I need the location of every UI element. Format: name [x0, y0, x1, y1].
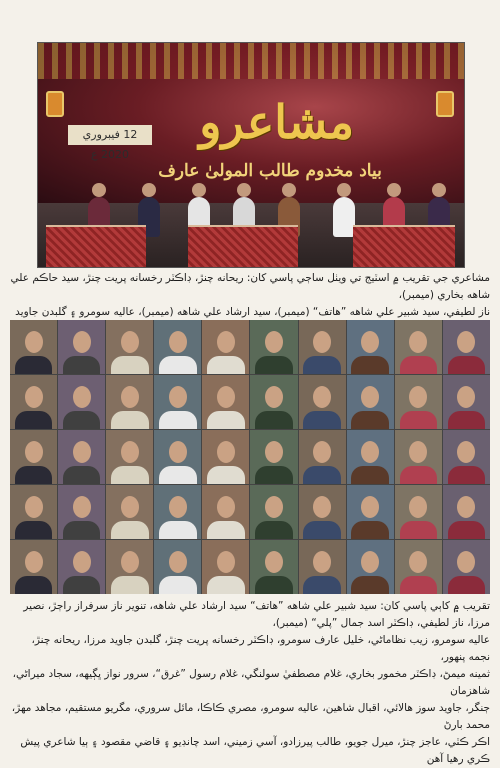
participant-photo [395, 375, 442, 429]
participant-photo [299, 430, 346, 484]
banner-pattern [38, 43, 464, 79]
body-shape [63, 576, 101, 594]
participant-photo [154, 375, 201, 429]
face-shape [409, 386, 427, 408]
face-shape [73, 551, 91, 573]
participant-photo [299, 540, 346, 594]
participant-photo [154, 540, 201, 594]
face-shape [265, 331, 283, 353]
face-shape [73, 441, 91, 463]
participant-photo [347, 430, 394, 484]
participant-photo [106, 430, 153, 484]
body-shape [15, 411, 53, 429]
face-shape [217, 496, 235, 518]
caption-line: عاليه سومرو، زيب نظاماڻي، خليل عارف سومرو، ڊاڪٽر رخسانه پريت چنڙ، گلبدن جاويد مرزا، ريحانه چنڙ، نجمه پنهور، [31, 634, 490, 663]
participant-photo [202, 320, 249, 374]
participant-photo [202, 485, 249, 539]
participant-photo [347, 375, 394, 429]
banner-date: 12 فيبروري 2020 ع [68, 125, 152, 145]
participant-photo [250, 485, 297, 539]
body-shape [448, 356, 486, 374]
stage-table [353, 225, 455, 267]
participant-photo [58, 485, 105, 539]
stage-table [188, 225, 298, 267]
participant-photo [395, 540, 442, 594]
face-shape [169, 386, 187, 408]
body-shape [159, 411, 197, 429]
body-shape [63, 411, 101, 429]
body-shape [159, 356, 197, 374]
participant-photo [250, 430, 297, 484]
caption-line: ثمينه ميمڻ، ڊاڪٽر مخمور بخاري، غلام مصطفيٰ سولنگي، غلام رسول ”غرق“، سرور نواز ڀڳيهه، سجاد ميراڻي، شاهزمان [12, 668, 490, 697]
body-shape [207, 521, 245, 539]
participant-photo [154, 485, 201, 539]
body-shape [351, 356, 389, 374]
face-shape [361, 386, 379, 408]
participant-photo [250, 320, 297, 374]
stage-area [38, 203, 464, 267]
participant-photo [299, 485, 346, 539]
participant-photo [250, 540, 297, 594]
body-shape [15, 466, 53, 484]
face-shape [457, 441, 475, 463]
participant-photo [299, 375, 346, 429]
participant-photo [395, 485, 442, 539]
body-shape [159, 576, 197, 594]
body-shape [448, 521, 486, 539]
body-shape [255, 521, 293, 539]
body-shape [448, 466, 486, 484]
face-shape [25, 496, 43, 518]
face-shape [217, 386, 235, 408]
body-shape [63, 356, 101, 374]
body-shape [207, 576, 245, 594]
participant-photo [58, 320, 105, 374]
face-shape [313, 551, 331, 573]
face-shape [73, 331, 91, 353]
face-shape [25, 551, 43, 573]
face-shape [313, 331, 331, 353]
banner-subtitle: بیاد مخدوم طالب المولیٰ عارف [158, 161, 382, 181]
body-shape [400, 411, 438, 429]
face-shape [361, 441, 379, 463]
banner-title: مشاعرو [199, 95, 354, 149]
participant-photo [395, 430, 442, 484]
participant-photo [154, 430, 201, 484]
body-shape [111, 411, 149, 429]
body-shape [351, 521, 389, 539]
face-shape [217, 441, 235, 463]
participant-photo [443, 375, 490, 429]
face-shape [169, 551, 187, 573]
caption-line: ڄنگر، جاويد سوز هالائي، اقبال شاهين، عاليه سومرو، مصري ڪاڪا، مائل سروري، مگريو مستقيم، مجاهد مهڙ، محمد بارڻ [11, 702, 490, 731]
face-shape [409, 441, 427, 463]
body-shape [303, 576, 341, 594]
guest-figure [333, 197, 355, 237]
face-shape [361, 331, 379, 353]
body-shape [303, 521, 341, 539]
participant-photo [154, 320, 201, 374]
participants-photo-grid [10, 320, 490, 594]
face-shape [73, 496, 91, 518]
body-shape [207, 411, 245, 429]
face-shape [313, 386, 331, 408]
body-shape [303, 411, 341, 429]
participant-photo [443, 430, 490, 484]
body-shape [400, 356, 438, 374]
face-shape [25, 441, 43, 463]
participant-photo [58, 375, 105, 429]
face-shape [313, 441, 331, 463]
face-shape [265, 551, 283, 573]
body-shape [63, 521, 101, 539]
event-banner-photo [37, 42, 465, 268]
body-shape [159, 521, 197, 539]
body-shape [255, 466, 293, 484]
body-shape [15, 356, 53, 374]
participant-photo [202, 540, 249, 594]
face-shape [265, 386, 283, 408]
participant-photo [443, 485, 490, 539]
stage-table [46, 225, 146, 267]
caption-bottom [10, 598, 490, 768]
participant-photo [10, 485, 57, 539]
face-shape [217, 331, 235, 353]
face-shape [25, 386, 43, 408]
body-shape [448, 411, 486, 429]
body-shape [111, 576, 149, 594]
participant-photo [202, 375, 249, 429]
participant-photo [106, 375, 153, 429]
body-shape [255, 411, 293, 429]
face-shape [169, 441, 187, 463]
body-shape [448, 576, 486, 594]
face-shape [121, 441, 139, 463]
face-shape [121, 496, 139, 518]
lantern-icon [46, 91, 64, 117]
body-shape [303, 466, 341, 484]
participant-photo [443, 320, 490, 374]
body-shape [351, 411, 389, 429]
face-shape [265, 496, 283, 518]
caption-line: مشاعري جي تقريب ۾ اسٽيج تي ويٺل ساڄي پاسي کان: ريحانه چنڙ، ڊاڪٽر رخسانه پريت چنڙ، سيد حاڪم علي شاهه بخاري (ميمبر)، [10, 272, 490, 301]
participant-photo [10, 430, 57, 484]
body-shape [15, 576, 53, 594]
face-shape [409, 551, 427, 573]
caption-line: اڪر ڪٽي، عاجز چنڙ، ميرل جويو، طالب پيرزادو، آسي زميني، اسد چانڊيو ۽ قاضي مقصود ۽ ٻيا شاعري پيش ڪري رهيا آهن [20, 736, 490, 765]
body-shape [400, 466, 438, 484]
participant-photo [299, 320, 346, 374]
body-shape [400, 521, 438, 539]
face-shape [169, 331, 187, 353]
face-shape [457, 331, 475, 353]
lantern-icon [436, 91, 454, 117]
face-shape [169, 496, 187, 518]
participant-photo [10, 320, 57, 374]
participant-photo [106, 540, 153, 594]
body-shape [111, 521, 149, 539]
body-shape [351, 576, 389, 594]
body-shape [255, 356, 293, 374]
face-shape [409, 331, 427, 353]
body-shape [207, 356, 245, 374]
face-shape [457, 496, 475, 518]
participant-photo [10, 540, 57, 594]
participant-photo [347, 320, 394, 374]
face-shape [457, 386, 475, 408]
body-shape [207, 466, 245, 484]
participant-photo [202, 430, 249, 484]
face-shape [25, 331, 43, 353]
face-shape [121, 386, 139, 408]
face-shape [313, 496, 331, 518]
caption-line: تقريب ۾ کاٻي پاسي کان: سيد شبير علي شاهه ”هاتف“ سيد ارشاد علي شاهه، تنوير ناز سرفراز راڄڙ، نصير مرزا، ناز لطيفي، ڊاڪٽر اسد جمال ”پلي“ (ميمبر)، [23, 600, 490, 629]
participant-photo [443, 540, 490, 594]
face-shape [457, 551, 475, 573]
body-shape [159, 466, 197, 484]
participant-photo [58, 430, 105, 484]
face-shape [361, 496, 379, 518]
body-shape [63, 466, 101, 484]
body-shape [111, 356, 149, 374]
face-shape [121, 551, 139, 573]
participant-photo [347, 485, 394, 539]
face-shape [73, 386, 91, 408]
participant-photo [347, 540, 394, 594]
participant-photo [106, 320, 153, 374]
face-shape [265, 441, 283, 463]
body-shape [400, 576, 438, 594]
caption-line: ناز لطيفي، سيد شبير علي شاهه ”هاتف“ (ميمبر)، سيد ارشاد علي شاهه (ميمبر)، عاليه سومرو ۽ گلبدن جاويد [15, 306, 490, 318]
participant-photo [106, 485, 153, 539]
body-shape [303, 356, 341, 374]
body-shape [15, 521, 53, 539]
participant-photo [250, 375, 297, 429]
face-shape [121, 331, 139, 353]
face-shape [217, 551, 235, 573]
face-shape [361, 551, 379, 573]
participant-photo [395, 320, 442, 374]
participant-photo [10, 375, 57, 429]
body-shape [255, 576, 293, 594]
participant-photo [58, 540, 105, 594]
body-shape [111, 466, 149, 484]
body-shape [351, 466, 389, 484]
face-shape [409, 496, 427, 518]
